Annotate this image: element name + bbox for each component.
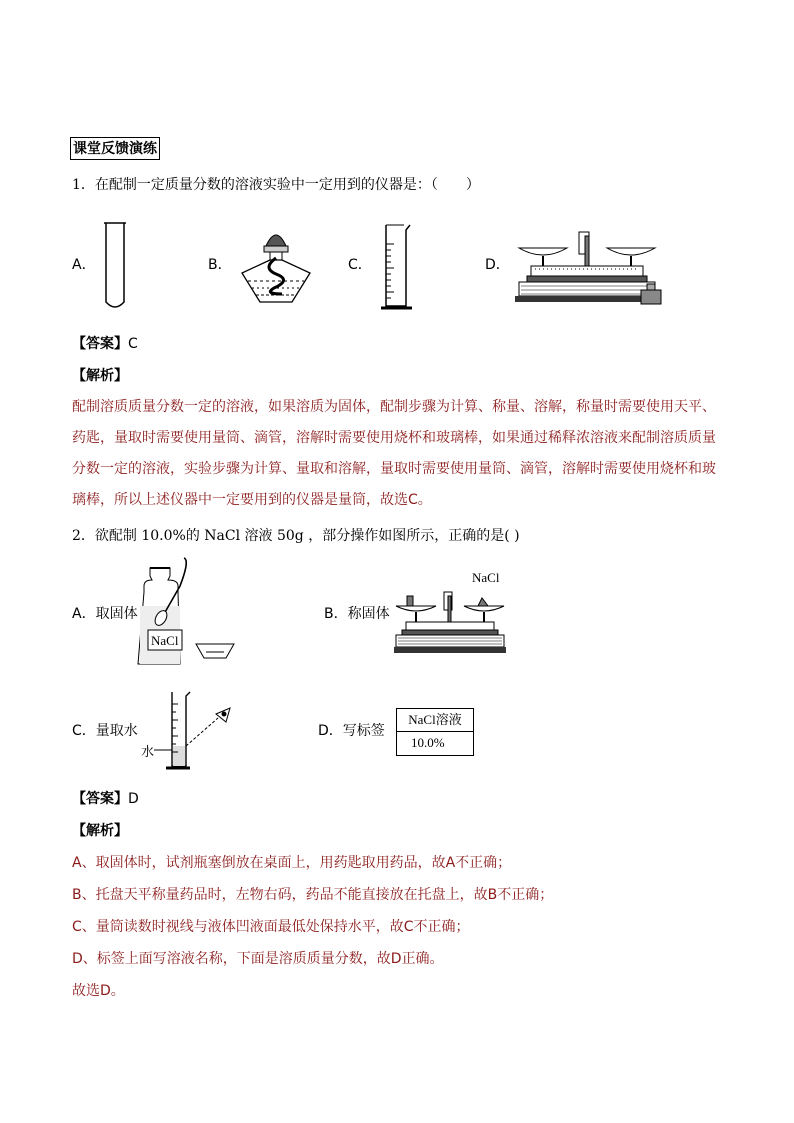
q2-analysis-line: C、量筒读数时视线与液体凹液面最低处保持水平，故C不正确；	[72, 919, 470, 935]
q2-option-a-label: A．取固体	[72, 606, 138, 622]
q2-analysis-line: 故选D。	[72, 983, 125, 999]
q1-option-b-label: B．	[208, 257, 232, 273]
q2-analysis-label: 【解析】	[72, 823, 128, 839]
balance-with-weight-figure	[513, 228, 665, 308]
q2-analysis-line: B、托盘天平称量药品时，左物右码，药品不能直接放在托盘上，故B不正确；	[72, 887, 554, 903]
q2-analysis-line: A、取固体时，试剂瓶塞倒放在桌面上，用药匙取用药品，故A不正确；	[72, 855, 512, 871]
reading-cylinder-figure	[140, 690, 235, 774]
reagent-bottle-figure	[134, 556, 242, 668]
q1-option-c-label: C．	[348, 257, 372, 273]
q1-analysis-text: 配制溶质质量分数一定的溶液，如果溶质为固体，配制步骤为计算、称量、溶解，称量时需要使用天平、药匙，量取时需要使用量筒、滴管，溶解时需要使用烧杯和玻璃棒，如果通过稀释浓溶液来配制溶质质量分数一定的溶液，实验步骤为计算、量取和溶解，量取时需要使用量筒、滴管，溶解时需要使用烧杯和玻璃棒，所以上述仪器中一定要用到的仪器是量筒，故选C。	[72, 399, 716, 508]
test-tube-figure	[100, 220, 130, 314]
question-1-text: 1．在配制一定质量分数的溶液实验中一定用到的仪器是：（ ）	[72, 177, 480, 193]
answer-label: 【答案】	[72, 336, 128, 352]
water-label-text: 水	[141, 744, 155, 759]
q2-analysis-line: D、标签上面写溶液名称，下面是溶质质量分数，故D正确。	[72, 951, 444, 967]
q2-option-b-label: B．称固体	[324, 606, 390, 622]
answer-value: D	[128, 791, 139, 807]
balance-nacl-figure	[392, 566, 508, 660]
graduated-cylinder-figure	[378, 222, 414, 314]
q2-option-d-label: D．写标签	[318, 723, 385, 739]
answer-value: C	[128, 336, 138, 352]
q1-answer	[72, 334, 138, 354]
q2-answer	[72, 789, 139, 809]
q2-option-c-label: C．量取水	[72, 723, 138, 739]
balance-label-text: NaCl	[472, 570, 500, 585]
question-2-text: 2．欲配制 10.0%的 NaCl 溶液 50g ，部分操作如图所示，正确的是( )	[72, 528, 520, 544]
label-name: NaCl溶液	[397, 709, 473, 732]
q1-option-a-label: A．	[72, 257, 96, 273]
bottle-label-text: NaCl	[151, 633, 179, 648]
solution-label-figure	[396, 708, 474, 756]
answer-label: 【答案】	[72, 791, 128, 807]
q1-analysis-label: 【解析】	[72, 368, 128, 384]
label-percent: 10.0%	[411, 735, 445, 750]
alcohol-lamp-figure	[236, 228, 316, 306]
section-title: 课堂反馈演练	[70, 137, 160, 160]
q1-option-d-label: D．	[485, 257, 510, 273]
